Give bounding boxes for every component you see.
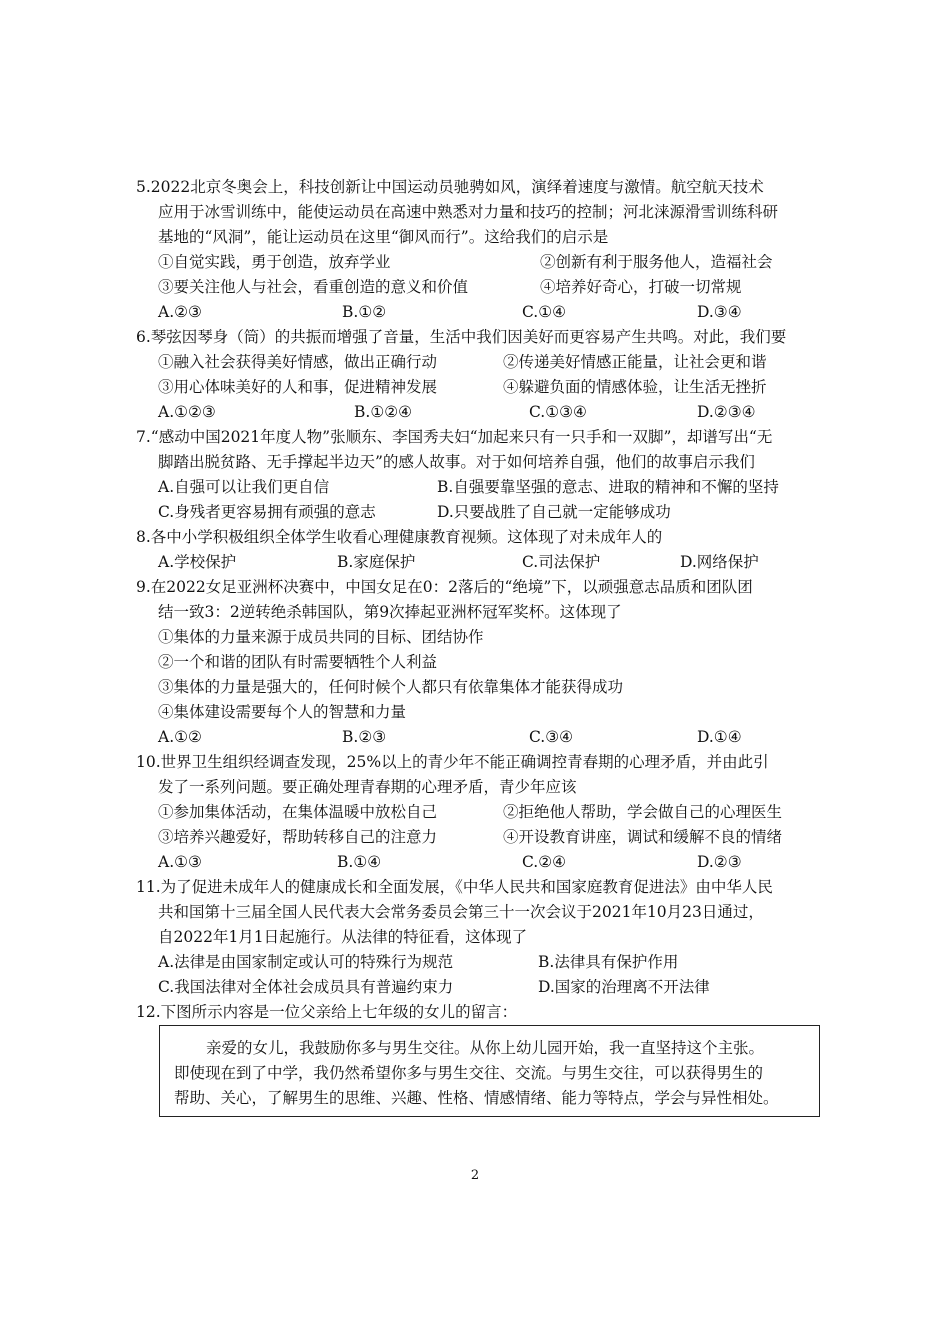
statement-item: ④开设教育讲座，调试和缓解不良的情绪	[503, 828, 783, 846]
statement-item: ③培养兴趣爱好，帮助转移自己的注意力	[158, 828, 438, 846]
letter-text: 亲爱的女儿，我鼓励你多与男生交往。从你上幼儿园开始，我一直坚持这个主张。	[206, 1039, 765, 1057]
letter-box	[159, 1025, 820, 1117]
answer-option: D.②③	[697, 853, 742, 871]
page-number: 2	[470, 1168, 480, 1183]
answer-option: C.司法保护	[522, 553, 601, 571]
statement-item: ④躲避负面的情感体验，让生活无挫折	[503, 378, 767, 396]
statement-item: ②创新有利于服务他人，造福社会	[540, 253, 773, 271]
statement-item: ①集体的力量来源于成员共同的目标、团结协作	[158, 628, 484, 646]
answer-option: B.②③	[342, 728, 387, 746]
answer-option: A.①②③	[158, 403, 216, 421]
answer-option: B.家庭保护	[337, 553, 416, 571]
statement-item: ①融入社会获得美好情感，做出正确行动	[158, 353, 438, 371]
question-stem: 自2022年1月1日起施行。从法律的特征看，这体现了	[158, 928, 528, 946]
statement-item: ②传递美好情感正能量，让社会更和谐	[503, 353, 767, 371]
answer-option: A.①③	[158, 853, 202, 871]
answer-option: A.法律是由国家制定或认可的特殊行为规范	[158, 953, 454, 971]
question-stem: 6.琴弦因琴身（筒）的共振而增强了音量，生活中我们因美好而更容易产生共鸣。对此，我们要	[136, 328, 787, 346]
statement-item: ④集体建设需要每个人的智慧和力量	[158, 703, 407, 721]
answer-option: D.网络保护	[680, 553, 759, 571]
question-stem: 7.“感动中国2021年度人物”张顺东、李国秀夫妇“加起来只有一只手和一双脚”，却谱写出“无	[136, 428, 773, 446]
answer-option: D.②③④	[697, 403, 756, 421]
answer-option: D.③④	[697, 303, 742, 321]
answer-option: D.只要战胜了自己就一定能够成功	[437, 503, 671, 521]
statement-item: ③要关注他人与社会，看重创造的意义和价值	[158, 278, 469, 296]
statement-item: ④培养好奇心，打破一切常规	[540, 278, 742, 296]
question-stem: 脚踏出脱贫路、无手撑起半边天”的感人故事。对于如何培养自强，他们的故事启示我们	[158, 453, 755, 471]
question-stem: 结一致3：2逆转绝杀韩国队，第9次捧起亚洲杯冠军奖杯。这体现了	[158, 603, 622, 621]
statement-item: ③集体的力量是强大的，任何时候个人都只有依靠集体才能获得成功	[158, 678, 624, 696]
answer-option: D.国家的治理离不开法律	[538, 978, 710, 996]
question-stem: 5.2022北京冬奥会上，科技创新让中国运动员驰骋如风，演绎着速度与激情。航空航天技术	[136, 178, 764, 196]
question-stem: 10.世界卫生组织经调查发现，25%以上的青少年不能正确调控青春期的心理矛盾，并由此引	[136, 753, 769, 771]
statement-item: ①参加集体活动，在集体温暖中放松自己	[158, 803, 438, 821]
statement-item: ②一个和谐的团队有时需要牺牲个人利益	[158, 653, 438, 671]
answer-option: D.①④	[697, 728, 742, 746]
question-stem: 11.为了促进未成年人的健康成长和全面发展，《中华人民共和国家庭教育促进法》由中华人民	[136, 878, 773, 896]
answer-option: C.②④	[522, 853, 567, 871]
answer-option: B.①②	[342, 303, 387, 321]
statement-item: ②拒绝他人帮助，学会做自己的心理医生	[503, 803, 783, 821]
letter-text: 即使现在到了中学，我仍然希望你多与男生交往、交流。与男生交往，可以获得男生的	[174, 1064, 764, 1082]
answer-option: C.③④	[529, 728, 574, 746]
answer-option: A.自强可以让我们更自信	[158, 478, 330, 496]
question-stem: 基地的“风洞”，能让运动员在这里“御风而行”。这给我们的启示是	[158, 228, 609, 246]
question-stem: 12.下图所示内容是一位父亲给上七年级的女儿的留言：	[136, 1003, 518, 1021]
question-stem: 发了一系列问题。要正确处理青春期的心理矛盾，青少年应该	[158, 778, 577, 796]
answer-option: B.①②④	[354, 403, 413, 421]
answer-option: C.我国法律对全体社会成员具有普遍约束力	[158, 978, 454, 996]
answer-option: C.身残者更容易拥有顽强的意志	[158, 503, 376, 521]
answer-option: A.①②	[158, 728, 202, 746]
statement-item: ③用心体味美好的人和事，促进精神发展	[158, 378, 438, 396]
answer-option: B.法律具有保护作用	[538, 953, 679, 971]
question-stem: 共和国第十三届全国人民代表大会常务委员会第三十一次会议于2021年10月23日通过，	[158, 903, 764, 921]
answer-option: C.①③④	[529, 403, 587, 421]
question-stem: 9.在2022女足亚洲杯决赛中，中国女足在0：2落后的“绝境”下，以顽强意志品质和团队团	[136, 578, 753, 596]
answer-option: B.自强要靠坚强的意志、进取的精神和不懈的坚持	[437, 478, 779, 496]
answer-option: A.学校保护	[158, 553, 237, 571]
statement-item: ①自觉实践，勇于创造，放弃学业	[158, 253, 391, 271]
letter-text: 帮助、关心，了解男生的思维、兴趣、性格、情感情绪、能力等特点，学会与异性相处。	[174, 1089, 779, 1107]
answer-option: A.②③	[158, 303, 202, 321]
answer-option: C.①④	[522, 303, 567, 321]
answer-option: B.①④	[337, 853, 382, 871]
question-stem: 8.各中小学积极组织全体学生收看心理健康教育视频。这体现了对未成年人的	[136, 528, 663, 546]
question-stem: 应用于冰雪训练中，能使运动员在高速中熟悉对力量和技巧的控制；河北涞源滑雪训练科研	[158, 203, 779, 221]
